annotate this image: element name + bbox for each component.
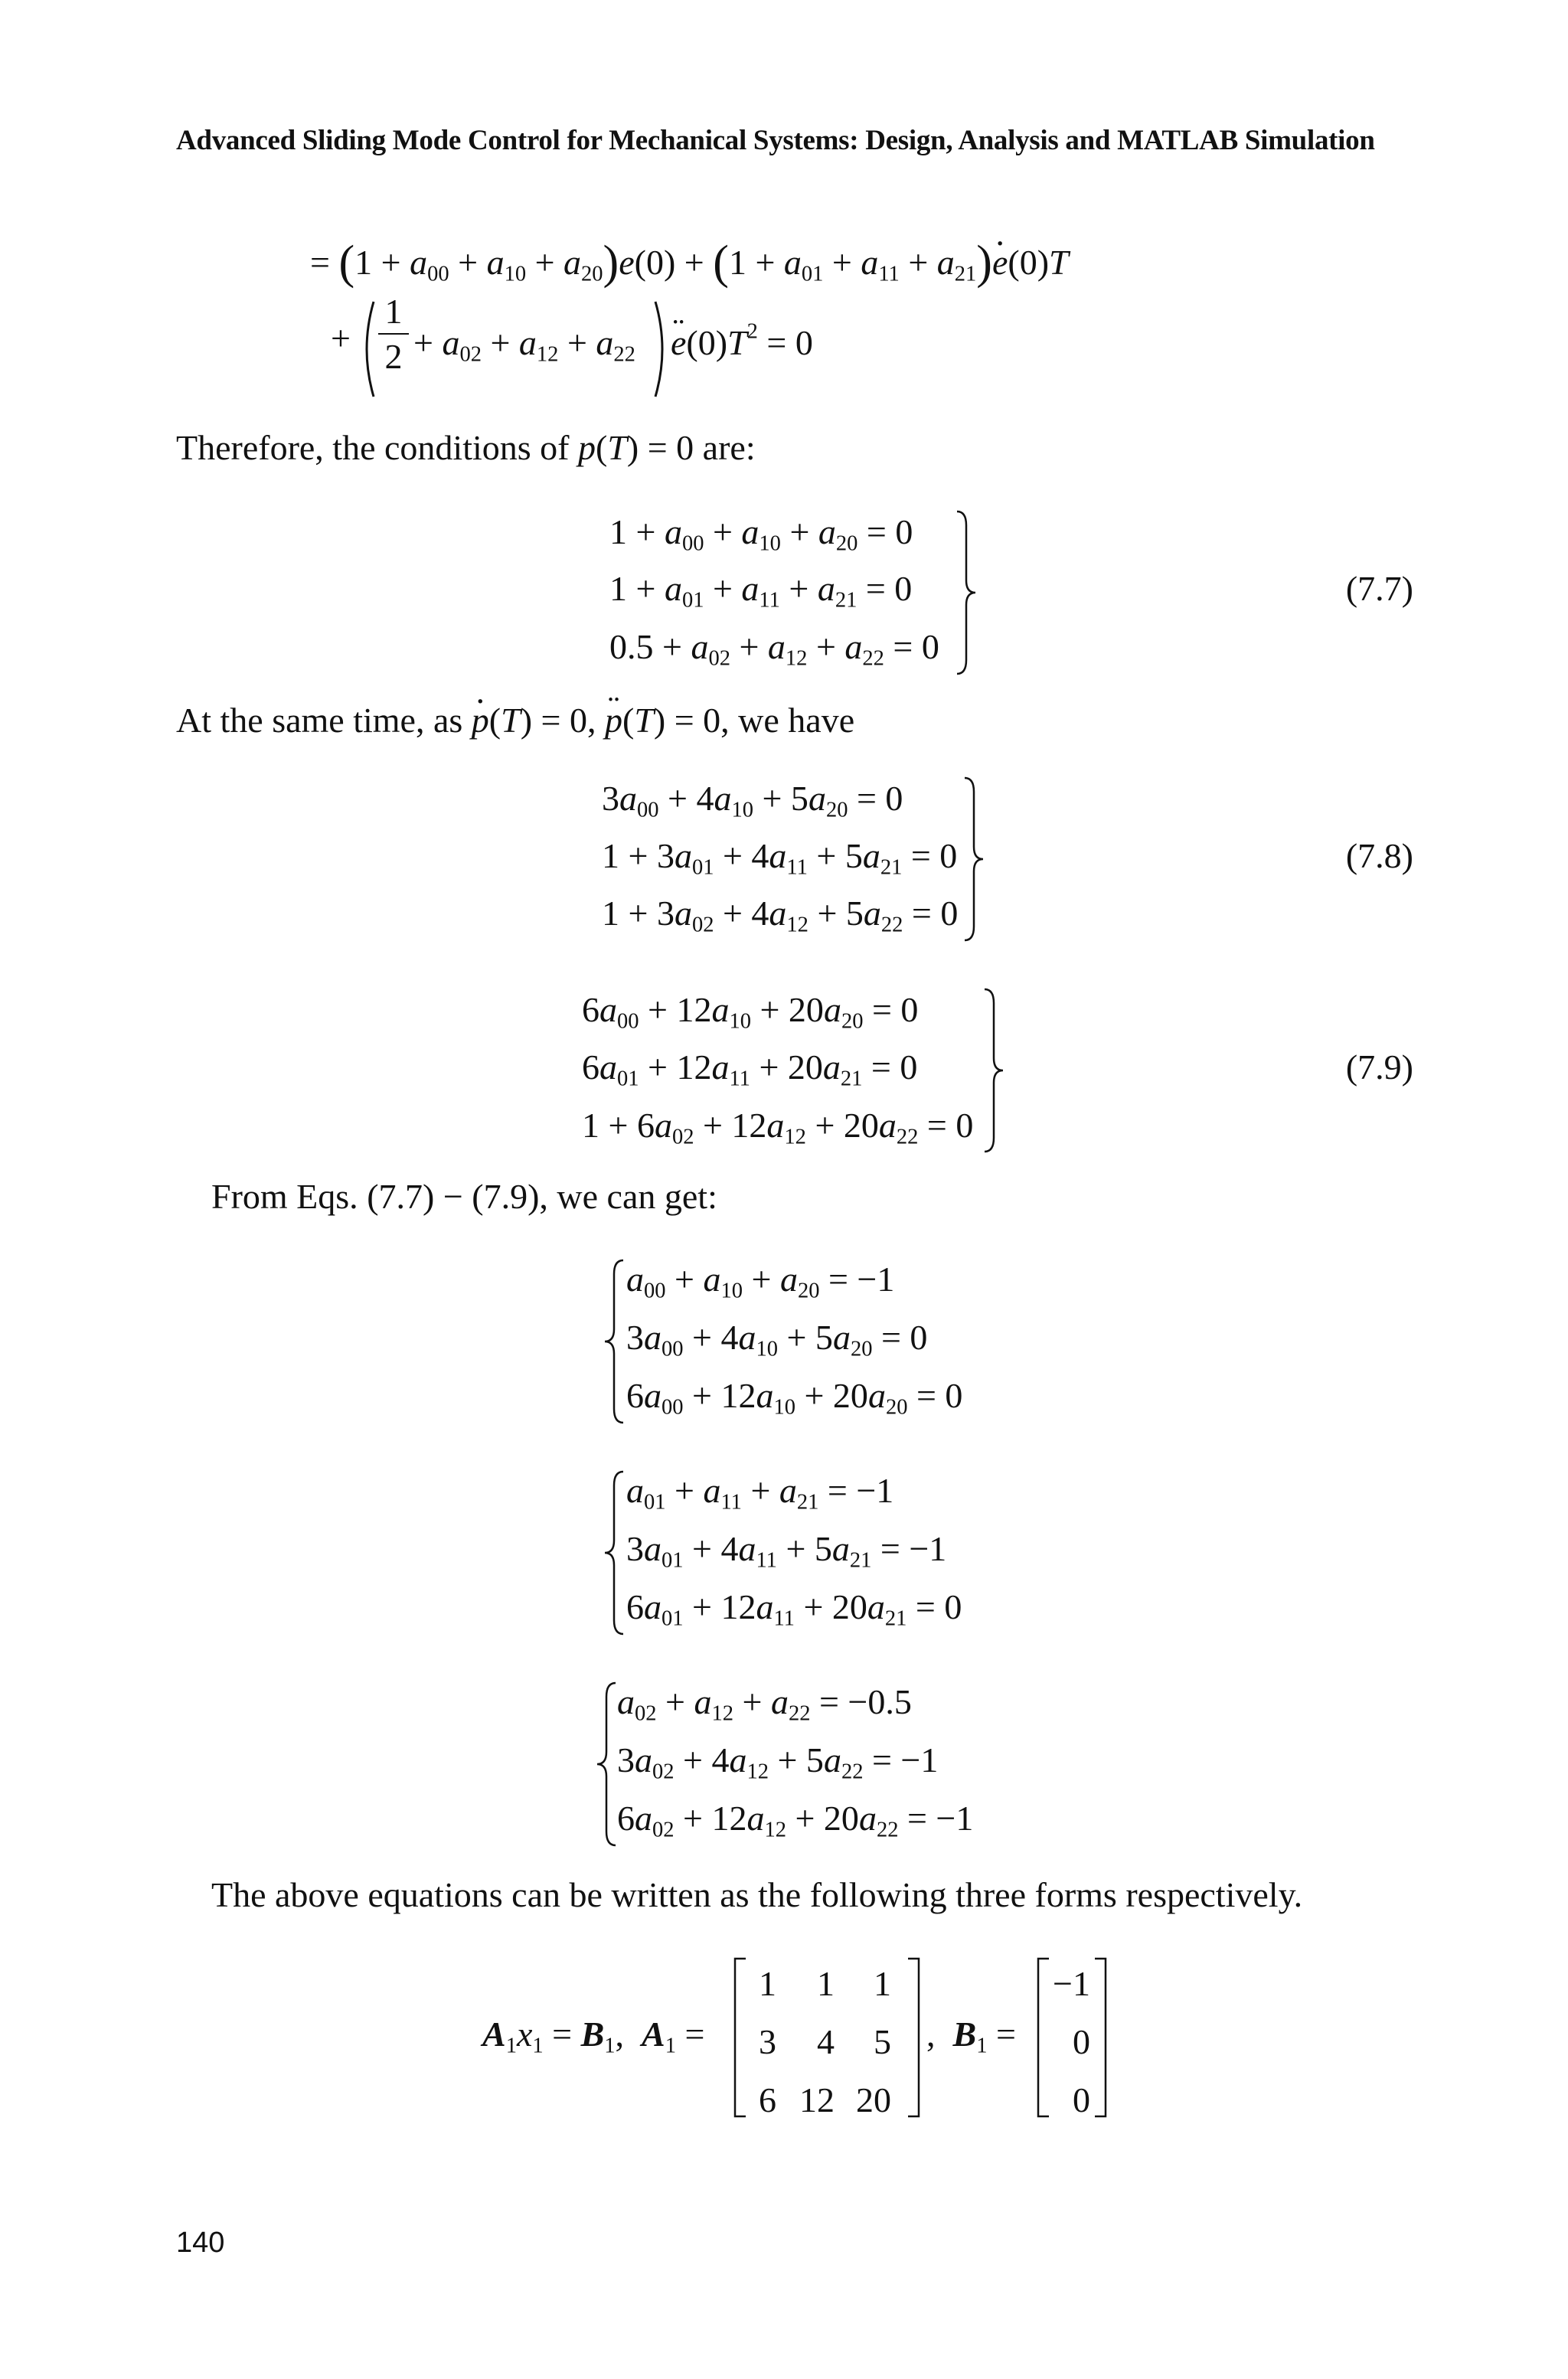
matrix-b1-right-bracket: [1093, 1957, 1109, 2118]
continued-equation-line-2: +: [331, 319, 351, 358]
a1-cell: 3: [759, 2021, 776, 2061]
fraction-half: 1 2: [378, 291, 409, 377]
equation-number-7-9: (7.9): [1345, 1047, 1413, 1087]
system3-line-1: $a_{02} + a_{12} + a_{22} = -0.5$: [617, 1682, 912, 1726]
eq78-line-1: $3a_{00} + 4a_{10} + 5a_{20} = 0$: [602, 779, 903, 822]
system3-line-3: $6a_{02} + 12a_{12} + 20a_{22} = -1$: [617, 1799, 974, 1842]
left-brace-system-3: [594, 1681, 617, 1847]
right-brace-78: [963, 776, 986, 942]
paragraph-from-eqs-text: From Eqs.: [211, 1177, 358, 1216]
page-number: 140: [176, 2227, 225, 2259]
matrix-equation-lhs: $A_1x_1 = B_1$, $A_1$ =: [482, 2015, 705, 2058]
paragraph-conditions-end: are:: [702, 428, 756, 467]
system1-line-3: $6a_{00} + 12a_{10} + 20a_{20} = 0$: [626, 1376, 963, 1420]
b1-cell: −1: [1053, 1963, 1090, 2003]
eq79-line-3: $1 + 6a_{02} + 12a_{12} + 20a_{22} = 0$: [582, 1106, 974, 1149]
a1-cell: 4: [817, 2021, 835, 2061]
continued-equation-line-1: = $(1 + a_{00} + a_{10} + a_{20})e(0) + (1 + a_{01} + a_{11} + a_{21})e \cdot(0)T$: [310, 236, 1069, 290]
a1-cell: 20: [856, 2080, 891, 2119]
b1-cell: 0: [1073, 2021, 1090, 2061]
a1-cell: 1: [874, 1963, 891, 2003]
system2-line-3: $6a_{01} + 12a_{11} + 20a_{21} = 0$: [626, 1587, 962, 1631]
paragraph-conditions: Therefore, the conditions of p(T) = 0 are:: [176, 428, 756, 467]
eq77-line-3: $0.5 + a_{02} + a_{12} + a_{22} = 0$: [609, 627, 939, 671]
eq78-line-2: $1 + 3a_{01} + 4a_{11} + 5a_{21} = 0$: [602, 836, 958, 880]
eq78-line-3: $1 + 3a_{02} + 4a_{12} + 5a_{22} = 0$: [602, 894, 959, 937]
system1-line-2: $3a_{00} + 4a_{10} + 5a_{20} = 0$: [626, 1318, 928, 1361]
right-brace-77: [956, 510, 978, 675]
big-paren-left: [358, 300, 375, 398]
a1-cell: 5: [874, 2021, 891, 2061]
paragraph-conditions-text: Therefore, the conditions of: [176, 428, 570, 467]
system2-line-1: $a_{01} + a_{11} + a_{21} = -1$: [626, 1471, 894, 1515]
system2-line-2: $3a_{01} + 4a_{11} + 5a_{21} = -1$: [626, 1529, 947, 1573]
matrix-equation-b1: , $B_1$ =: [926, 2015, 1016, 2058]
paragraph-same-time-text: At the same time, as: [176, 701, 463, 740]
eq79-line-1: $6a_{00} + 12a_{10} + 20a_{20} = 0$: [582, 990, 919, 1034]
b1-cell: 0: [1073, 2080, 1090, 2119]
a1-cell: 12: [799, 2080, 835, 2119]
system1-line-1: $a_{00} + a_{10} + a_{20} = -1$: [626, 1260, 895, 1303]
continued-equation-line-2-rest: + $a_{02} + a_{12} + a_{22}$: [413, 323, 635, 367]
a1-cell: 1: [817, 1963, 835, 2003]
a1-cell: 1: [759, 1963, 776, 2003]
left-brace-system-2: [602, 1470, 625, 1636]
eq77-line-1: $1 + a_{00} + a_{10} + a_{20} = 0$: [609, 512, 913, 556]
big-paren-right: [654, 300, 671, 398]
continued-equation-line-2-tail: e $¨(0)T^2 = 0$: [671, 322, 813, 363]
paragraph-from-eqs: From Eqs. (7.7) − (7.9), we can get:: [211, 1177, 717, 1216]
eq77-line-2: $1 + a_{01} + a_{11} + a_{21} = 0$: [609, 569, 913, 613]
equation-number-7-7: (7.7): [1345, 569, 1413, 608]
matrix-a1-right-bracket: [906, 1957, 922, 2118]
paragraph-forms: The above equations can be written as the following three forms respectively.: [211, 1875, 1303, 1914]
paragraph-same-time: At the same time, as p ·(T) = 0, p ¨(T) = 0, we have: [176, 700, 854, 740]
a1-cell: 6: [759, 2080, 776, 2119]
equation-number-7-8: (7.8): [1345, 836, 1413, 875]
paragraph-from-eqs-end: we can get:: [557, 1177, 717, 1216]
right-brace-79: [983, 988, 1006, 1153]
eq79-line-2: $6a_{01} + 12a_{11} + 20a_{21} = 0$: [582, 1047, 918, 1091]
running-header: Advanced Sliding Mode Control for Mechanical Systems: Design, Analysis and MATLAB Simulation: [176, 125, 1375, 156]
matrix-b1: [1044, 1954, 1090, 2129]
left-brace-system-1: [602, 1259, 625, 1424]
paragraph-same-time-end: we have: [738, 701, 855, 740]
matrix-a1: [740, 1954, 891, 2129]
system3-line-2: $3a_{02} + 4a_{12} + 5a_{22} = -1$: [617, 1740, 939, 1784]
